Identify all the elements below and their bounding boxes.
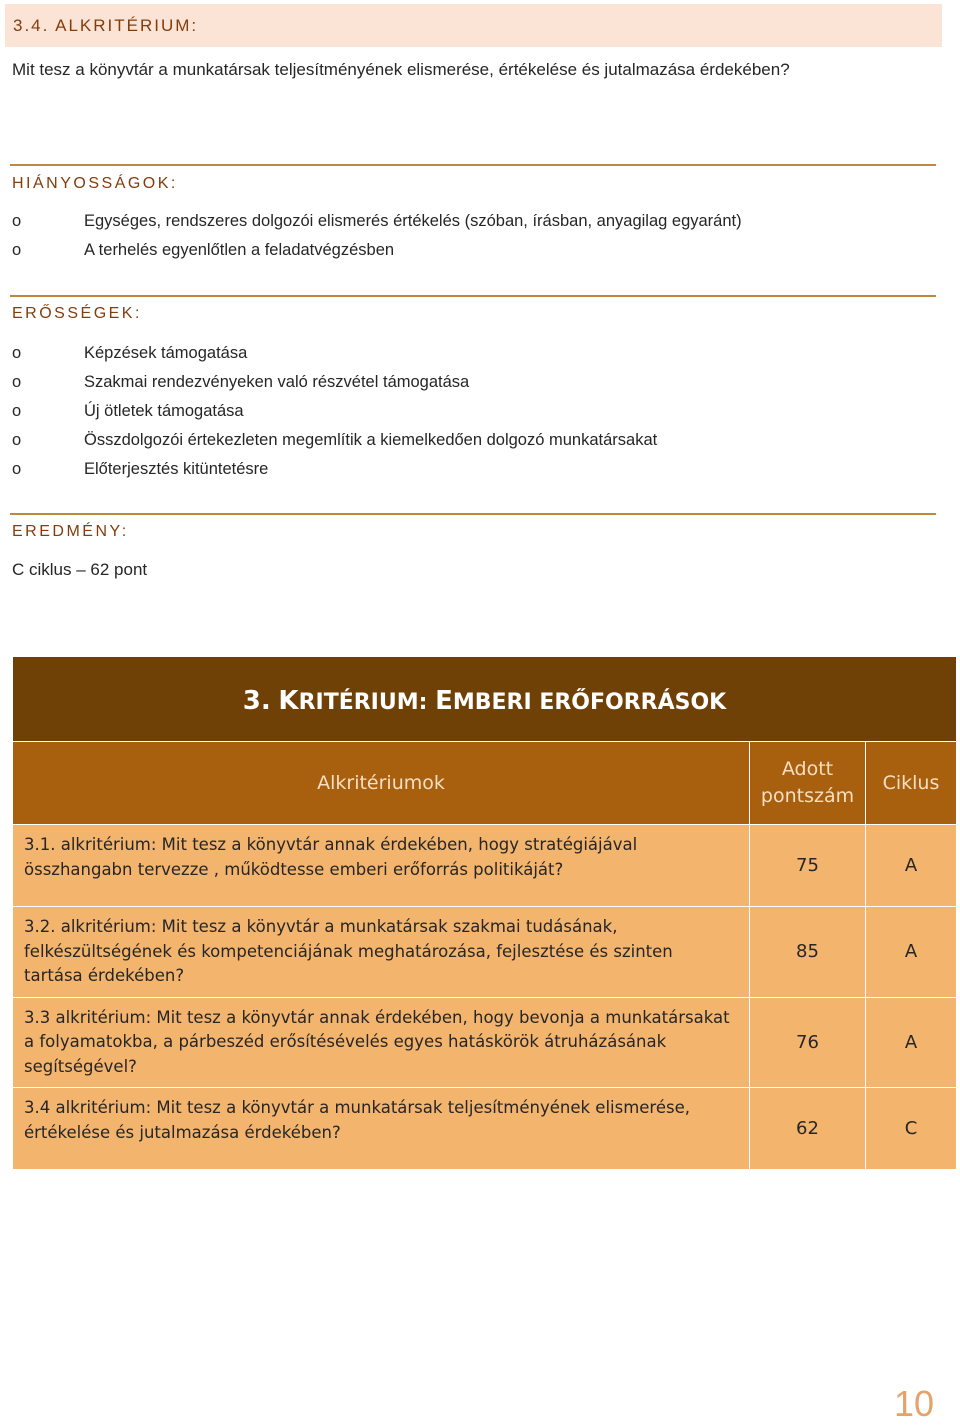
row-points: 62	[750, 1088, 866, 1170]
row-cycle: A	[866, 997, 957, 1088]
strengths-list	[12, 339, 657, 484]
deficiencies-list	[12, 207, 742, 265]
list-item-text: Összdolgozói értekezleten megemlítik a kiemelkedően dolgozó munkatársakat	[84, 431, 658, 449]
row-cycle: C	[866, 1088, 957, 1170]
bullet: o	[12, 402, 22, 420]
table-header-row	[13, 742, 957, 825]
list-item	[12, 236, 742, 265]
column-header-cycle: Ciklus	[866, 742, 957, 825]
table-title-part: RITÉRIUM:	[298, 690, 436, 715]
table-title-number: 3.	[242, 686, 271, 716]
list-item	[12, 207, 742, 236]
table-row	[13, 825, 957, 907]
bullet: o	[12, 460, 22, 478]
bullet: o	[12, 241, 22, 259]
list-item-text: Új ötletek támogatása	[84, 402, 244, 420]
list-item	[12, 455, 657, 484]
column-header-points: Adott pontszám	[750, 742, 866, 825]
list-item	[12, 368, 657, 397]
row-description: 3.3 alkritérium: Mit tesz a könyvtár annak érdekében, hogy bevonja a munkatársakat a folyamatokba, a párbeszéd erősítésévelés egyes hatáskörök átruházásának segítségével?	[13, 997, 750, 1088]
list-item-text: Képzések támogatása	[84, 344, 248, 362]
row-points: 75	[750, 825, 866, 907]
bullet: o	[12, 212, 22, 230]
list-item	[12, 426, 657, 455]
table-title-initial: K	[278, 686, 299, 716]
row-description: 3.4 alkritérium: Mit tesz a könyvtár a munkatársak teljesítményének elismerése, értékelése és jutalmazása érdekében?	[13, 1088, 750, 1170]
list-item	[12, 339, 657, 368]
list-item-text: Egységes, rendszeres dolgozói elismerés értékelés (szóban, írásban, anyagilag egyaránt)	[84, 212, 742, 230]
column-header-subcriteria: Alkritériumok	[13, 742, 750, 825]
list-item-text: Előterjesztés kitüntetésre	[84, 460, 269, 478]
row-points: 85	[750, 907, 866, 998]
list-item-text: Szakmai rendezvényeken való részvétel támogatása	[84, 373, 470, 391]
section-title-bar	[5, 4, 942, 47]
row-description: 3.1. alkritérium: Mit tesz a könyvtár annak érdekében, hogy stratégiájával összhangabn tervezze , működtesse emberi erőforrás politikáját?	[13, 825, 750, 907]
page-number: 10	[893, 1383, 934, 1424]
result-text: C ciklus – 62 pont	[12, 560, 148, 579]
table-row	[13, 1088, 957, 1170]
table-row	[13, 997, 957, 1088]
bullet: o	[12, 344, 22, 362]
list-item	[12, 397, 657, 426]
table-row	[13, 907, 957, 998]
table-title-part: MBERI ERŐFORRÁSOK	[452, 690, 727, 715]
criteria-table	[12, 656, 957, 1170]
row-cycle: A	[866, 907, 957, 998]
list-item-text: A terhelés egyenlőtlen a feladatvégzésben	[84, 241, 395, 259]
result-heading: EREDMÉNY:	[12, 523, 129, 540]
section-title: 3.4. ALKRITÉRIUM:	[13, 16, 199, 35]
table-title	[13, 657, 957, 742]
divider	[10, 295, 936, 297]
divider	[10, 164, 936, 166]
row-description: 3.2. alkritérium: Mit tesz a könyvtár a munkatársak szakmai tudásának, felkészültségének és kompetenciájának meghatározása, fejlesztése és szinten tartása érdekében?	[13, 907, 750, 998]
bullet: o	[12, 373, 22, 391]
divider	[10, 513, 936, 515]
strengths-heading: ERŐSSÉGEK:	[12, 305, 142, 322]
table-title-initial: E	[435, 686, 453, 716]
table-title-row	[13, 657, 957, 742]
row-points: 76	[750, 997, 866, 1088]
bullet: o	[12, 431, 22, 449]
deficiencies-heading: HIÁNYOSSÁGOK:	[12, 175, 178, 192]
section-question: Mit tesz a könyvtár a munkatársak teljesítményének elismerése, értékelése és jutalmazása érdekében?	[12, 60, 790, 79]
row-cycle: A	[866, 825, 957, 907]
